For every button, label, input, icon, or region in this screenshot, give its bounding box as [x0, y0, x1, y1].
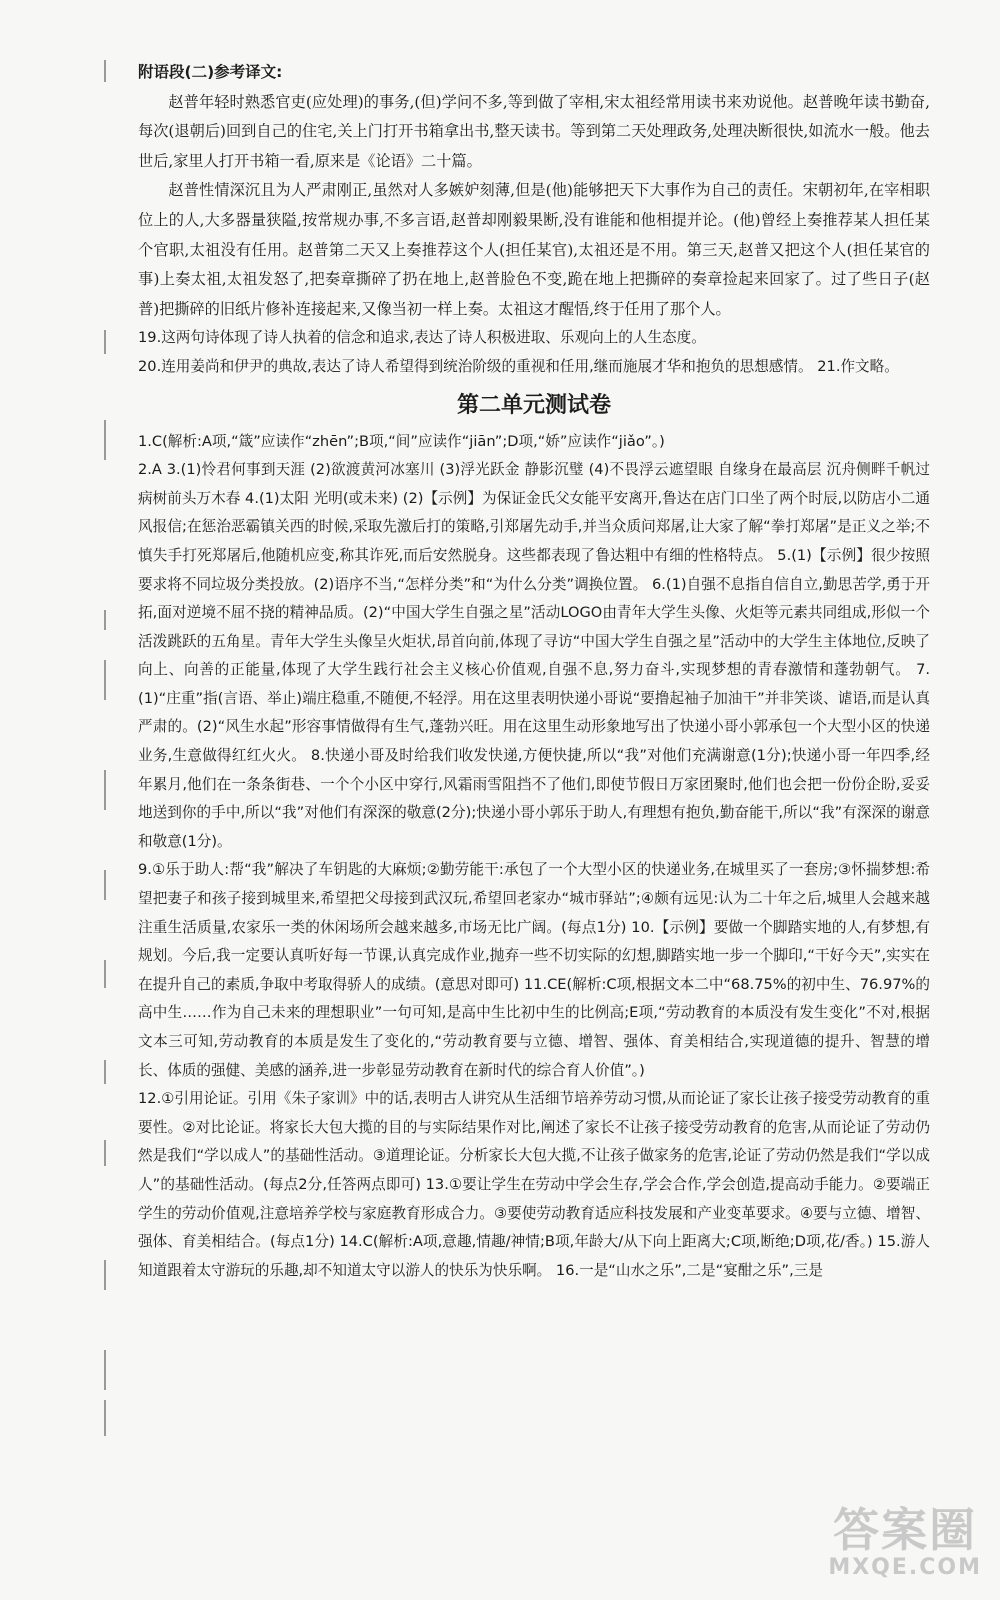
answer-paragraph: 1.C(解析:A项,“箴”应读作“zhēn”;B项,“间”应读作“jiān”;D项,“娇”应读作“jiǎo”。) [138, 432, 665, 450]
answer-paragraph: 2.A 3.(1)怜君何事到天涯 (2)欲渡黄河冰塞川 (3)浮光跃金 静影沉璧 (4)不畏浮云遮望眼 自缘身在最高层 沉舟侧畔千帆过 病树前头万木春 4.(1)太阳 光明(或未来) (2)【示例】为保证金氏父女能平安离开,鲁达在店门口坐了两个时辰,以防店小二通风报信;在惩治恶霸镇关西的时候,采取先激后打的策略,引郑屠先动手,并当众质问郑屠,让大家了解“拳打郑屠”是正义之举;不慎失手打死郑屠后,他随机应变,称其诈死,而后安然脱身。这些都表现了鲁达粗中有细的性格特点。 5.(1)【示例】很少按照要求将不同垃圾分类投放。(2)语序不当,“怎样分类”和“为什么分类”调换位置。 6.(1)自强不息指自信自立,勤思苦学,勇于开拓,面对逆境不屈不挠的精神品质。(2)“中国大学生自强之星”活动LOGO由青年大学生头像、火炬等元素共同组成,形似一个活泼跳跃的五角星。青年大学生头像呈火炬状,昂首向前,体现了寻访“中国大学生自强之星”活动中的大学生主体地位,反映了向上、向善的正能量,体现了大学生践行社会主义核心价值观,自强不息,努力奋斗,实现梦想的青春激情和蓬勃朝气。 7.(1)“庄重”指(言语、举止)端庄稳重,不随便,不轻浮。用在这里表明快递小哥说“要撸起袖子加油干”并非笑谈、谑语,而是认真严肃的。(2)“风生水起”形容事情做得有生气,蓬勃兴旺。用在这里生动形象地写出了快递小哥小郭承包一个大型小区的快递业务,生意做得红红火火。 8.快递小哥及时给我们收发快递,方便快捷,所以“我”对他们充满谢意(1分);快递小哥一年四季,经年累月,他们在一条条街巷、一个个小区中穿行,风霜雨雪阻挡不了他们,即使节假日万家团聚时,他们也会把一份份企盼,妥妥地送到你的手中,所以“我”对他们有深深的敬意(2分);快递小哥小郭乐于助人,有理想有抱负,勤奋能干,所以“我”有深深的谢意和敬意(1分)。 [138, 461, 930, 850]
answer-paragraph: 20.连用姜尚和伊尹的典故,表达了诗人希望得到统治阶级的重视和任用,继而施展才华和抱负的思想感情。 21.作文略。 [138, 357, 899, 375]
unit-title: 第二单元测试卷 [456, 392, 611, 418]
translation-paragraph: 赵普年轻时熟悉官吏(应处理)的事务,(但)学问不多,等到做了宰相,宋太祖经常用读书来劝说他。赵普晚年读书勤奋,每次(退朝后)回到自己的住宅,关上门打开书箱拿出书,整天读书。等到第二天处理政务,处理决断很快,如流水一般。他去世后,家里人打开书箱一看,原来是《论语》二十篇。 [138, 92, 930, 170]
answer-paragraph: 12.①引用论证。引用《朱子家训》中的话,表明古人讲究从生活细节培养劳动习惯,从而论证了家长让孩子接受劳动教育的重要性。②对比论证。将家长大包大揽的目的与实际结果作对比,阐述了家长不让孩子接受劳动教育的危害,从而论证了劳动仍然是我们“学以成人”的基础性活动。③道理论证。分析家长大包大揽,不让孩子做家务的危害,论证了劳动仍然是我们“学以成人”的基础性活动。(每点2分,任答两点即可) 13.①要让学生在劳动中学会生存,学会合作,学会创造,提高动手能力。②要端正学生的劳动价值观,注意培养学校与家庭教育形成合力。③要使劳动教育适应科技发展和产业变革要求。④要与立德、增智、强体、育美相结合。(每点1分) 14.C(解析:A项,意趣,情趣/神情;B项,年龄大/从下向上距离大;C项,断绝;D项,花/香。) 15.游人知道跟着太守游玩的乐趣,却不知道太守以游人的快乐为快乐啊。 16.一是“山水之乐”,二是“宴酣之乐”,三是 [138, 1090, 930, 1279]
translation-paragraph: 赵普性情深沉且为人严肃刚正,虽然对人多嫉妒刻薄,但是(他)能够把天下大事作为自己的责任。宋朝初年,在宰相职位上的人,大多器量狭隘,按常规办事,不多言语,赵普却刚毅果断,没有谁能和他相提并论。(他)曾经上奏推荐某人担任某个官职,太祖没有任用。赵普第二天又上奏推荐这个人(担任某官),太祖还是不用。第三天,赵普又把这个人(担任某官的事)上奏太祖,太祖发怒了,把奏章撕碎了扔在地上,赵普脸色不变,跪在地上把撕碎的奏章捡起来回家了。过了些日子(赵普)把撕碎的旧纸片修补连接起来,又像当初一样上奏。太祖这才醒悟,终于任用了那个人。 [138, 181, 930, 318]
site-watermark [828, 1504, 982, 1580]
answer-paragraph: 19.这两句诗体现了诗人执着的信念和追求,表达了诗人积极进取、乐观向上的人生态度。 [138, 329, 706, 347]
answer-paragraph: 9.①乐于助人:帮“我”解决了车钥匙的大麻烦;②勤劳能干:承包了一个大型小区的快递业务,在城里买了一套房;③怀揣梦想:希望把妻子和孩子接到城里来,希望把父母接到武汉玩,希望回老家办“城市驿站”;④颇有远见:认为二十年之后,城里人会越来越注重生活质量,农家乐一类的休闲场所会越来越多,市场无比广阔。(每点1分) 10.【示例】要做一个脚踏实地的人,有梦想,有规划。今后,我一定要认真听好每一节课,认真完成作业,抛弃一些不切实际的幻想,脚踏实地一步一个脚印,“干好今天”,实实在在提升自己的素质,争取中考取得骄人的成绩。(意思对即可) 11.CE(解析:C项,根据文本二中“68.75%的初中生、76.97%的高中生……作为自己未来的理想职业”一句可知,是高中生比初中生的比例高;E项,“劳动教育的本质没有发生变化”不对,根据文本三可知,劳动教育的本质是发生了变化的,“劳动教育要与立德、增智、强体、育美相结合,实现道德的提升、智慧的增长、体质的强健、美感的涵养,进一步彰显劳动教育在新时代的综合育人价值”。) [138, 861, 930, 1079]
answers-previous-unit [138, 324, 930, 381]
answers-unit-two [138, 428, 930, 1286]
reference-translation [138, 88, 930, 325]
section-heading: 附语段(二)参考译文: [138, 63, 283, 81]
binding-margin-marks [100, 0, 116, 1600]
watermark-sub: MXQE.COM [828, 1555, 982, 1580]
answer-page [138, 58, 930, 1285]
watermark-main: 答案圈 [833, 1503, 978, 1557]
